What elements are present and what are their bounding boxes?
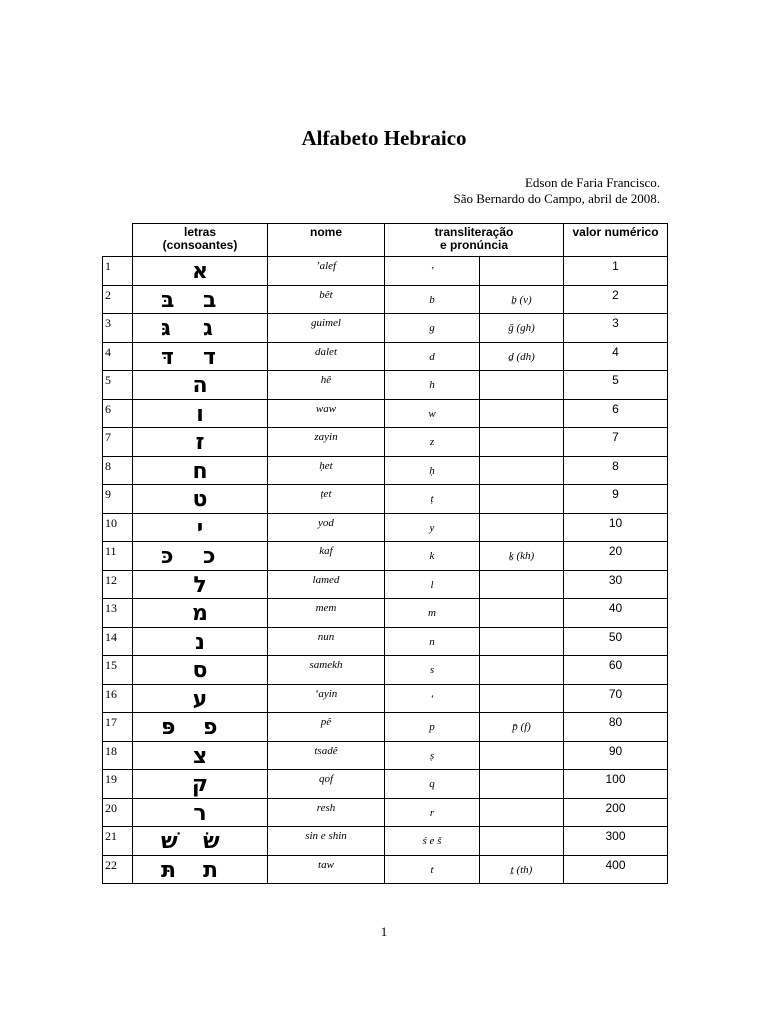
hebrew-letter-dagesh: פּ <box>161 715 176 740</box>
pronunciation <box>480 428 564 457</box>
row-number: 15 <box>103 656 133 685</box>
hebrew-letters <box>133 342 268 371</box>
header-letters-line2: (consoantes) <box>162 238 238 252</box>
numeric-value: 100 <box>564 770 668 799</box>
hebrew-letter-dagesh: דּ <box>161 344 174 370</box>
transliteration: d <box>385 342 480 371</box>
hebrew-letters <box>133 855 268 884</box>
letter-name: mem <box>268 599 385 628</box>
pronunciation: p̄ (f) <box>480 713 564 742</box>
hebrew-letter: ס <box>192 658 208 683</box>
letter-name: nun <box>268 627 385 656</box>
row-number: 3 <box>103 314 133 343</box>
table-header-row <box>103 224 668 257</box>
row-number: 22 <box>103 855 133 884</box>
letter-name: bêt <box>268 285 385 314</box>
hebrew-letter: ר <box>193 800 207 826</box>
pronunciation <box>480 456 564 485</box>
row-number: 11 <box>103 542 133 571</box>
transliteration: z <box>385 428 480 457</box>
hebrew-letters <box>133 399 268 428</box>
numeric-value: 8 <box>564 456 668 485</box>
pronunciation <box>480 570 564 599</box>
letter-name: guimel <box>268 314 385 343</box>
table-row <box>103 513 668 542</box>
row-number: 6 <box>103 399 133 428</box>
letter-name: ṭet <box>268 485 385 514</box>
row-number: 9 <box>103 485 133 514</box>
hebrew-letter-dagesh: גּ <box>161 316 171 341</box>
numeric-value: 80 <box>564 713 668 742</box>
table-row <box>103 741 668 770</box>
hebrew-letter-plain: ת <box>203 857 219 883</box>
letter-name: pê <box>268 713 385 742</box>
numeric-value: 90 <box>564 741 668 770</box>
hebrew-letters <box>133 798 268 827</box>
hebrew-letter: ו <box>196 401 204 427</box>
hebrew-letter-plain: ג <box>203 316 213 341</box>
hebrew-letter: צ <box>192 743 208 769</box>
hebrew-letter: ע <box>192 686 208 712</box>
row-number: 17 <box>103 713 133 742</box>
numeric-value: 70 <box>564 684 668 713</box>
numeric-value: 10 <box>564 513 668 542</box>
numeric-value: 300 <box>564 827 668 856</box>
author-name: Edson de Faria Francisco. <box>524 175 660 190</box>
transliteration: ṭ <box>385 485 480 514</box>
numeric-value: 20 <box>564 542 668 571</box>
header-blank <box>103 224 133 257</box>
pronunciation: ṯ (th) <box>480 855 564 884</box>
row-number: 21 <box>103 827 133 856</box>
hebrew-letter-dagesh: כּ <box>161 544 174 569</box>
hebrew-letters <box>133 656 268 685</box>
pronunciation <box>480 371 564 400</box>
transliteration: ṣ <box>385 741 480 770</box>
table-row <box>103 428 668 457</box>
table-row <box>103 456 668 485</box>
hebrew-letter-plain: שׂ <box>203 829 220 854</box>
hebrew-letters <box>133 770 268 799</box>
table-row <box>103 570 668 599</box>
hebrew-letters <box>133 741 268 770</box>
table-row <box>103 855 668 884</box>
hebrew-letters <box>133 314 268 343</box>
table-row <box>103 627 668 656</box>
hebrew-letter-dagesh: שׁ <box>161 829 178 854</box>
table-row <box>103 656 668 685</box>
row-number: 1 <box>103 257 133 286</box>
table-row <box>103 342 668 371</box>
letter-name: kaf <box>268 542 385 571</box>
alphabet-table <box>102 223 668 884</box>
hebrew-letter-dagesh: תּ <box>161 857 177 883</box>
table-row <box>103 713 668 742</box>
numeric-value: 5 <box>564 371 668 400</box>
numeric-value: 60 <box>564 656 668 685</box>
transliteration: ś e š <box>385 827 480 856</box>
table-row <box>103 542 668 571</box>
header-value: valor numérico <box>564 224 668 257</box>
row-number: 19 <box>103 770 133 799</box>
hebrew-letters <box>133 456 268 485</box>
hebrew-letters <box>133 684 268 713</box>
hebrew-letters <box>133 827 268 856</box>
letter-name: lamed <box>268 570 385 599</box>
row-number: 7 <box>103 428 133 457</box>
pronunciation <box>480 257 564 286</box>
row-number: 4 <box>103 342 133 371</box>
header-letters <box>133 224 268 257</box>
table-row <box>103 770 668 799</box>
hebrew-letter: נ <box>195 629 205 655</box>
hebrew-letters <box>133 485 268 514</box>
transliteration: ḥ <box>385 456 480 485</box>
table-row <box>103 399 668 428</box>
hebrew-letter-dagesh: בּ <box>161 287 175 313</box>
numeric-value: 9 <box>564 485 668 514</box>
pronunciation <box>480 599 564 628</box>
hebrew-letters <box>133 428 268 457</box>
table-body <box>103 257 668 884</box>
hebrew-letter: ל <box>193 572 207 598</box>
pronunciation <box>480 627 564 656</box>
header-name: nome <box>268 224 385 257</box>
hebrew-letter: מ <box>192 601 208 626</box>
row-number: 10 <box>103 513 133 542</box>
pronunciation <box>480 684 564 713</box>
table-row <box>103 684 668 713</box>
pronunciation <box>480 827 564 856</box>
transliteration: ’ <box>385 257 480 286</box>
transliteration: s <box>385 656 480 685</box>
header-transliteration <box>385 224 564 257</box>
hebrew-letter: י <box>196 515 204 541</box>
letter-name: ’alef <box>268 257 385 286</box>
hebrew-letter: ז <box>195 430 205 455</box>
letter-name: resh <box>268 798 385 827</box>
table-row <box>103 371 668 400</box>
row-number: 20 <box>103 798 133 827</box>
pronunciation <box>480 798 564 827</box>
author-block <box>453 175 660 207</box>
letter-name: zayin <box>268 428 385 457</box>
row-number: 5 <box>103 371 133 400</box>
letter-name: samekh <box>268 656 385 685</box>
author-place-date: São Bernardo do Campo, abril de 2008. <box>453 191 660 206</box>
pronunciation <box>480 656 564 685</box>
hebrew-letter: ט <box>192 487 208 512</box>
numeric-value: 7 <box>564 428 668 457</box>
hebrew-letter: א <box>191 259 209 284</box>
letter-name: taw <box>268 855 385 884</box>
table-row <box>103 257 668 286</box>
numeric-value: 3 <box>564 314 668 343</box>
pronunciation <box>480 770 564 799</box>
hebrew-letter-plain: ב <box>203 287 217 313</box>
hebrew-letters <box>133 599 268 628</box>
transliteration: q <box>385 770 480 799</box>
numeric-value: 1 <box>564 257 668 286</box>
letter-name: dalet <box>268 342 385 371</box>
pronunciation <box>480 399 564 428</box>
transliteration: t <box>385 855 480 884</box>
transliteration: b <box>385 285 480 314</box>
row-number: 16 <box>103 684 133 713</box>
letter-name: tsadê <box>268 741 385 770</box>
pronunciation: ḏ (dh) <box>480 342 564 371</box>
hebrew-letters <box>133 257 268 286</box>
hebrew-letter: ח <box>192 458 208 484</box>
row-number: 12 <box>103 570 133 599</box>
pronunciation <box>480 513 564 542</box>
letter-name: sin e shin <box>268 827 385 856</box>
numeric-value: 50 <box>564 627 668 656</box>
hebrew-letter-plain: כ <box>203 544 216 569</box>
numeric-value: 200 <box>564 798 668 827</box>
hebrew-letter-plain: ד <box>203 344 216 370</box>
transliteration: n <box>385 627 480 656</box>
pronunciation <box>480 485 564 514</box>
header-letters-line1: letras <box>183 225 217 239</box>
hebrew-letters <box>133 542 268 571</box>
transliteration: ‘ <box>385 684 480 713</box>
hebrew-letters <box>133 627 268 656</box>
transliteration: r <box>385 798 480 827</box>
letter-name: waw <box>268 399 385 428</box>
row-number: 13 <box>103 599 133 628</box>
transliteration: y <box>385 513 480 542</box>
table-row <box>103 599 668 628</box>
numeric-value: 6 <box>564 399 668 428</box>
hebrew-letters <box>133 713 268 742</box>
hebrew-letters <box>133 570 268 599</box>
pronunciation: ḵ (kh) <box>480 542 564 571</box>
transliteration: k <box>385 542 480 571</box>
numeric-value: 2 <box>564 285 668 314</box>
hebrew-letter: ק <box>191 772 209 797</box>
letter-name: hê <box>268 371 385 400</box>
numeric-value: 400 <box>564 855 668 884</box>
document-title: Alfabeto Hebraico <box>301 126 467 150</box>
row-number: 18 <box>103 741 133 770</box>
hebrew-letters <box>133 371 268 400</box>
table-row <box>103 314 668 343</box>
table-row <box>103 827 668 856</box>
transliteration: h <box>385 371 480 400</box>
numeric-value: 40 <box>564 599 668 628</box>
row-number: 8 <box>103 456 133 485</box>
row-number: 2 <box>103 285 133 314</box>
header-translit-line1: transliteração <box>434 225 514 239</box>
table-row <box>103 285 668 314</box>
transliteration: l <box>385 570 480 599</box>
table-row <box>103 798 668 827</box>
hebrew-letters <box>133 513 268 542</box>
hebrew-letters <box>133 285 268 314</box>
pronunciation: ḇ (v) <box>480 285 564 314</box>
transliteration: p <box>385 713 480 742</box>
numeric-value: 4 <box>564 342 668 371</box>
numeric-value: 30 <box>564 570 668 599</box>
letter-name: qof <box>268 770 385 799</box>
pronunciation: ḡ (gh) <box>480 314 564 343</box>
letter-name: ‘ayin <box>268 684 385 713</box>
hebrew-letter: ה <box>192 373 208 398</box>
transliteration: g <box>385 314 480 343</box>
letter-name: ḥet <box>268 456 385 485</box>
header-translit-line2: e pronúncia <box>440 238 509 252</box>
hebrew-letter-plain: פ <box>203 715 218 740</box>
letter-name: yod <box>268 513 385 542</box>
table-row <box>103 485 668 514</box>
page-number: 1 <box>380 924 388 939</box>
row-number: 14 <box>103 627 133 656</box>
pronunciation <box>480 741 564 770</box>
transliteration: w <box>385 399 480 428</box>
transliteration: m <box>385 599 480 628</box>
